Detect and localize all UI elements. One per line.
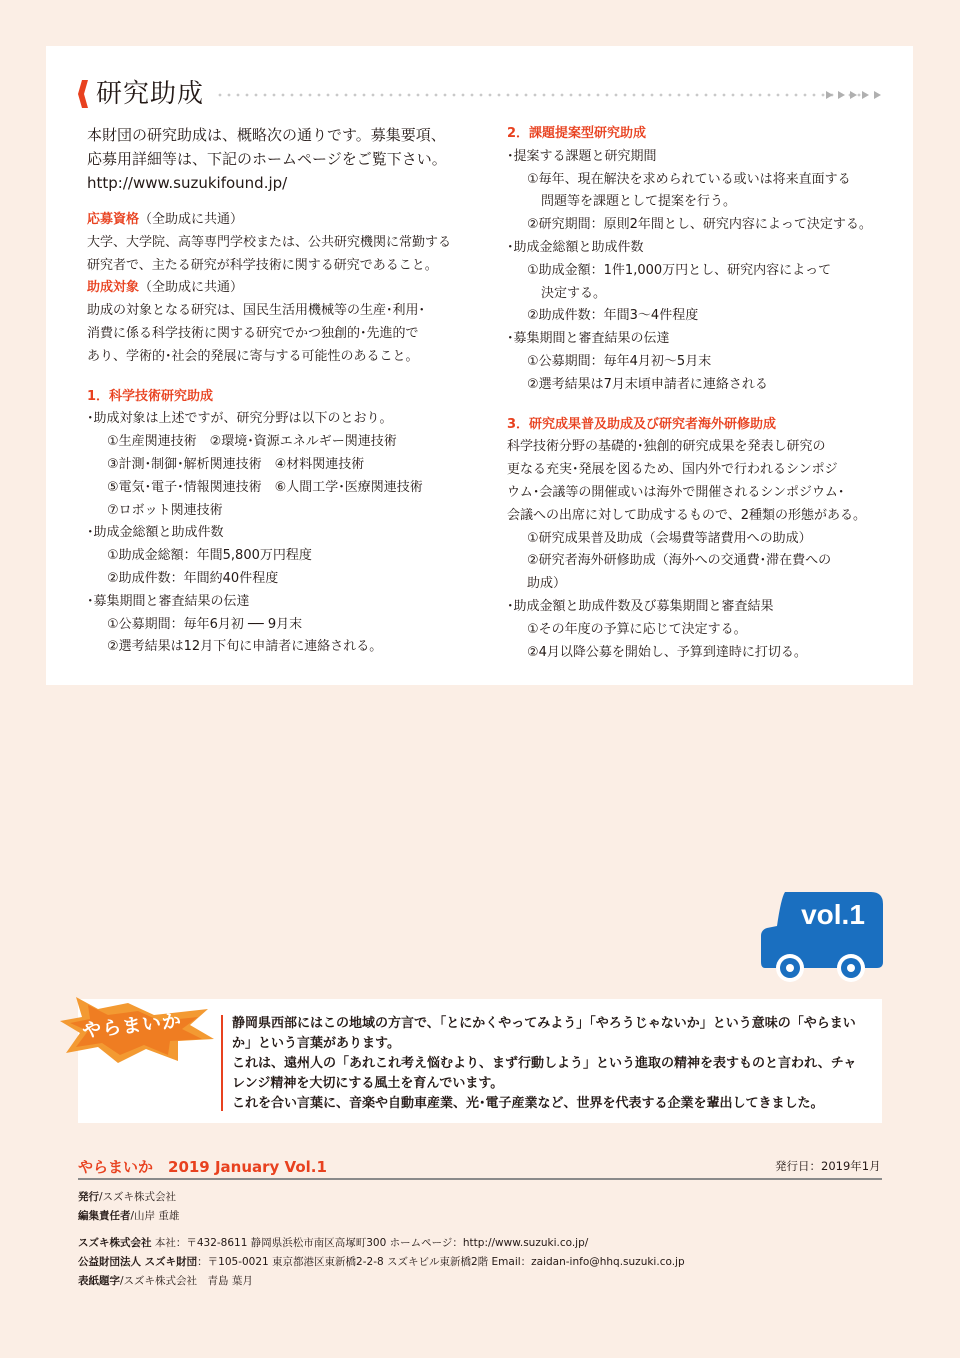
foundation-address-line (78, 1253, 685, 1272)
suzuki-label: スズキ株式会社 (78, 1237, 152, 1249)
section2-item: ②助成件数：年間3～4件程度 (527, 308, 699, 324)
target-label: 助成対象 (87, 280, 140, 296)
footer-divider (78, 1178, 882, 1180)
section2-item: 決定する。 (541, 285, 607, 301)
foundation-label: 公益財団法人 スズキ財団 (78, 1256, 198, 1268)
section2-item: ･助成金総額と助成件数 (507, 239, 644, 255)
publisher-value: /スズキ株式会社 (99, 1191, 177, 1203)
section1-item: ③計測･制御･解析関連技術 ④材料関連技術 (107, 456, 365, 472)
section2-item: ･提案する課題と研究期間 (507, 148, 657, 164)
eligibility-label: 応募資格 (87, 212, 140, 227)
publisher-label: 発行 (78, 1191, 99, 1203)
section1-item: ⑤電気･電子･情報関連技術 ⑥人間工学･医療関連技術 (107, 479, 423, 495)
section3-item: ･助成金額と助成件数及び募集期間と審査結果 (507, 598, 774, 614)
publisher-line (78, 1188, 685, 1207)
yaramaika-line: 静岡県西部にはこの地域の方言で、「とにかくやってみよう」「やろうじゃないか」という意味の「やらまい (232, 1016, 856, 1031)
section1-item: ⑦ロボット関連技術 (107, 502, 223, 518)
section3-item: 更なる充実･発展を図るため、国内外で行われるシンポジ (507, 462, 838, 478)
section1-item: ･募集期間と審査結果の伝達 (87, 593, 250, 609)
section3-title: 3．研究成果普及助成及び研究者海外研修助成 (507, 416, 777, 432)
target-text: 助成の対象となる研究は、国民生活用機械等の生産･利用･ (87, 303, 426, 319)
section3-item: ①その年度の予算に応じて決定する。 (527, 621, 747, 637)
yaramaika-badge-label: やらまいか (81, 1009, 184, 1043)
section-title-bar (78, 78, 888, 112)
right-column (507, 123, 887, 664)
section2-item: ①助成金額：1件1,000万円とし、研究内容によって (527, 262, 832, 278)
section3-item: ウム･会議等の開催或いは海外で開催されるシンポジウム･ (507, 484, 845, 500)
section2-item: 問題等を課題として提案を行う。 (541, 194, 737, 210)
eligibility-note: （全助成に共通） (139, 212, 244, 227)
section1-title: 1．科学技術研究助成 (87, 388, 214, 404)
section1-item: ･助成対象は上述ですが、研究分野は以下のとおり。 (87, 411, 393, 427)
section1-item: ･助成金総額と助成件数 (87, 525, 224, 541)
section2-item: ･募集期間と審査結果の伝達 (507, 331, 670, 347)
eligibility-heading (87, 209, 467, 232)
truck-icon (759, 890, 885, 982)
section3-item: 助成） (527, 576, 567, 592)
yaramaika-text (232, 1014, 872, 1114)
target-text: 消費に係る科学技術に関する研究でかつ独創的･先進的で (87, 325, 419, 341)
page-title: 研究助成 (96, 79, 205, 109)
target-note: （全助成に共通） (139, 280, 244, 296)
section3-item: 科学技術分野の基礎的･独創的研究成果を発表し研究の (507, 439, 826, 455)
section1-item: ①生産関連技術 ②環境･資源エネルギー関連技術 (107, 434, 397, 450)
eligibility-text: 研究者で、主たる研究が科学技術に関する研究であること。 (87, 257, 438, 273)
section2-item: ①毎年、現在解決を求められている或いは将来直面する (527, 171, 851, 187)
arrow-divider-icon (218, 88, 888, 102)
intro-line: 応募用詳細等は、下記のホームページをご覧下さい。 (87, 150, 447, 168)
left-column (87, 123, 467, 659)
yaramaika-divider (221, 1015, 223, 1111)
yaramaika-line: これを合い言葉に、音楽や自動車産業、光･電子産業など、世界を代表する企業を輩出してきました。 (232, 1096, 824, 1111)
truck-label: vol.1 (801, 899, 865, 930)
section2-item: ②選考結果は7月末頃申請者に連絡される (527, 376, 768, 392)
target-text: あり、学術的･社会的発展に寄与する可能性のあること。 (87, 348, 419, 364)
yaramaika-line: レンジ精神を大切にする風土を育んでいます。 (232, 1076, 504, 1091)
issue-date: 発行日：2019年1月 (775, 1159, 881, 1173)
cover-credit-label: 表紙題字 (78, 1275, 120, 1287)
yaramaika-line: か」という言葉があります。 (232, 1036, 400, 1051)
suzuki-address[interactable]: 本社：〒432-8611 静岡県浜松市南区高塚町300 ホームページ：http://www.suzuki.co.jp/ (151, 1237, 589, 1249)
homepage-url[interactable]: http://www.suzukifound.jp/ (87, 174, 288, 192)
foundation-address[interactable]: ：〒105-0021 東京都港区東新橋2-2-8 スズキビル東新橋2階 Email：zaidan-info@hhq.suzuki.co.jp (197, 1256, 685, 1268)
intro-line: 本財団の研究助成は、概略次の通りです。募集要項、 (87, 126, 446, 144)
section2-title: 2．課題提案型研究助成 (507, 126, 647, 141)
section1-item: ②助成件数：年間約40件程度 (107, 570, 279, 586)
cover-credit-value: /スズキ株式会社 青島 葉月 (120, 1275, 253, 1287)
target-heading (87, 277, 467, 300)
title-bracket-icon (78, 80, 88, 108)
eligibility-text: 大学、大学院、高等専門学校または、公共研究機関に常勤する (87, 234, 452, 250)
section2-item: ①公募期間：毎年4月初～5月末 (527, 353, 712, 369)
section1-item: ①公募期間：毎年6月初 ── 9月末 (107, 616, 303, 632)
cover-credit-line (78, 1272, 685, 1291)
colophon (78, 1188, 685, 1291)
section3-item: ②4月以降公募を開始し、予算到達時に打切る。 (527, 644, 807, 660)
section3-item: ②研究者海外研修助成（海外への交通費･滞在費への (527, 553, 832, 569)
editor-label: 編集責任者 (78, 1210, 131, 1222)
intro-text (87, 123, 467, 195)
section1-item: ①助成金総額：年間5,800万円程度 (107, 548, 312, 564)
footer-title: やらまいか 2019 January Vol.1 (78, 1158, 327, 1176)
section1-item: ②選考結果は12月下旬に申請者に連絡される。 (107, 639, 383, 655)
section2-list (507, 146, 887, 397)
section3-list (507, 436, 887, 664)
editor-value: /山岸 重雄 (130, 1210, 180, 1222)
section3-item: ①研究成果普及助成（会場費等諸費用への助成） (527, 530, 812, 546)
section3-item: 会議への出席に対して助成するもので、2種類の形態がある。 (507, 507, 867, 523)
suzuki-address-line (78, 1234, 685, 1253)
section2-item: ②研究期間：原則2年間とし、研究内容によって決定する。 (527, 217, 872, 233)
yaramaika-line: これは、遠州人の「あれこれ考え悩むより、まず行動しよう」という進取の精神を表すものと言われ、チャ (232, 1056, 857, 1071)
editor-line (78, 1207, 685, 1226)
section1-list (87, 408, 467, 659)
